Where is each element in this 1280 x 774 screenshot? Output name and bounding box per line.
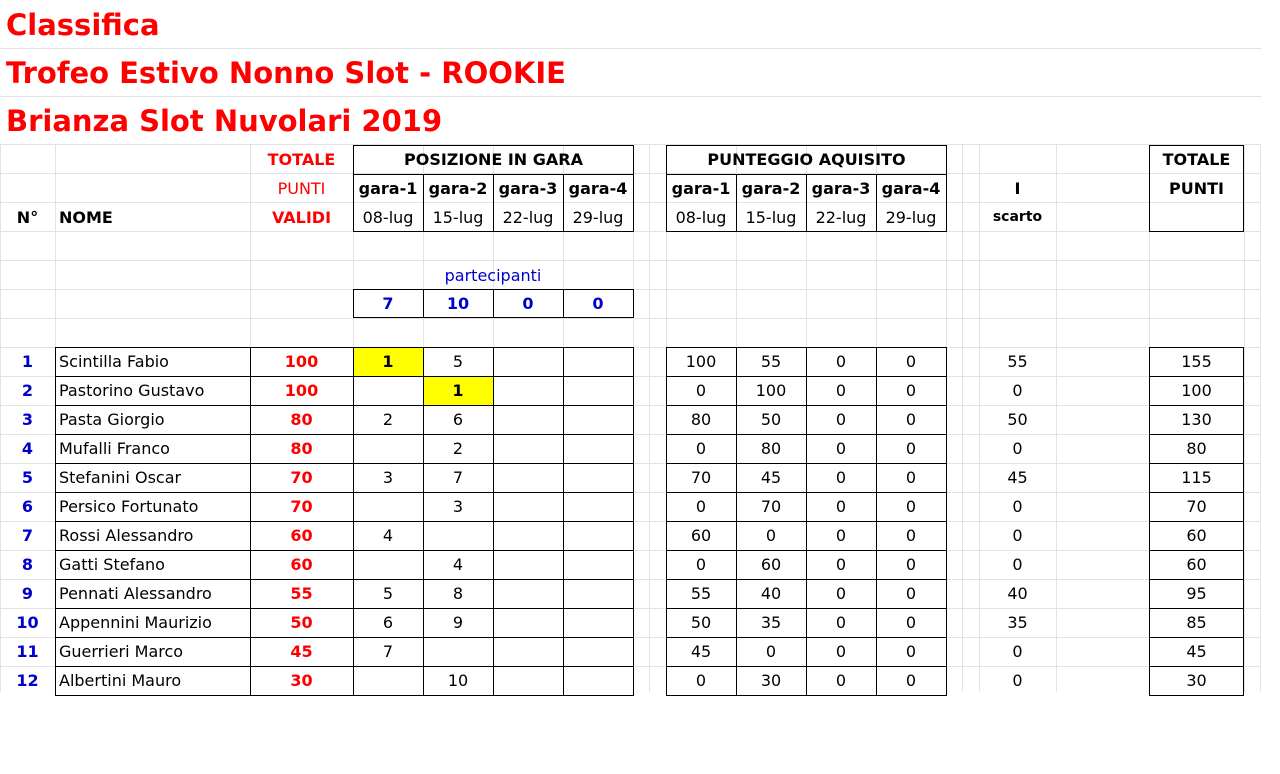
posizione-gara-2: 2 — [452, 439, 464, 458]
posizione-gara-1: 7 — [382, 642, 394, 661]
totale-validi: 50 — [290, 613, 313, 632]
punteggio-gara-1: 55 — [690, 584, 712, 603]
player-name: Scintilla Fabio — [59, 352, 169, 371]
posizione-gara-2 — [423, 637, 493, 666]
punteggio-gara-4: 0 — [905, 468, 917, 487]
punteggio-gara-2: 40 — [760, 584, 782, 603]
pos-gara-3-label: gara-3 — [498, 179, 558, 198]
pun-gara-1-label: gara-1 — [671, 179, 731, 198]
punteggio-gara-4: 0 — [905, 555, 917, 574]
posizione-gara-2: 9 — [452, 613, 464, 632]
pos-date-2: 15-lug — [432, 208, 484, 227]
posizione-gara-2: 4 — [452, 555, 464, 574]
punteggio-gara-3: 0 — [835, 439, 847, 458]
posizione-gara-2: 10 — [447, 671, 469, 690]
punteggio-gara-3: 0 — [835, 584, 847, 603]
grid-column-line — [1244, 145, 1245, 692]
posizione-gara-3 — [493, 376, 563, 405]
punteggio-gara-3: 0 — [835, 613, 847, 632]
scarto-value: 0 — [1012, 497, 1023, 516]
posizione-gara-3 — [493, 405, 563, 434]
punteggio-gara-3: 0 — [835, 352, 847, 371]
grid-column-line — [649, 145, 650, 692]
scarto-value: 0 — [1012, 381, 1023, 400]
posizione-gara-1: 3 — [382, 468, 394, 487]
row-number: 11 — [16, 642, 39, 661]
totale-punti: 115 — [1181, 468, 1212, 487]
punteggio-gara-1: 0 — [695, 671, 707, 690]
posizione-gara-1 — [353, 492, 423, 521]
totale-validi: 80 — [290, 410, 313, 429]
punteggio-gara-1: 0 — [695, 497, 707, 516]
row-number: 7 — [21, 526, 34, 545]
partecipanti-value-1: 7 — [382, 294, 394, 313]
punteggio-gara-1: 45 — [690, 642, 712, 661]
totale-validi: 60 — [290, 555, 313, 574]
punteggio-gara-2: 0 — [765, 526, 777, 545]
posizione-gara-2: 6 — [452, 410, 464, 429]
totale-validi: 55 — [290, 584, 313, 603]
grid-column-line — [962, 145, 963, 692]
scarto-value: 0 — [1012, 555, 1023, 574]
header-totale-validi-2: PUNTI — [277, 179, 326, 198]
punteggio-gara-4: 0 — [905, 410, 917, 429]
posizione-gara-3 — [493, 521, 563, 550]
posizione-gara-3 — [493, 637, 563, 666]
totale-validi: 100 — [284, 352, 319, 371]
pun-gara-3-label: gara-3 — [811, 179, 871, 198]
scarto-value: 35 — [1007, 613, 1028, 632]
scarto-value: 55 — [1007, 352, 1028, 371]
punteggio-gara-3: 0 — [835, 381, 847, 400]
header-scarto-1: I — [1014, 179, 1021, 198]
grid-row-line — [0, 260, 1261, 261]
pun-date-3: 22-lug — [815, 208, 867, 227]
header-posizione-in-gara: POSIZIONE IN GARA — [404, 150, 583, 169]
posizione-gara-3 — [493, 492, 563, 521]
totale-validi: 80 — [290, 439, 313, 458]
posizione-gara-1 — [353, 666, 423, 695]
player-name: Pennati Alessandro — [59, 584, 212, 603]
pun-date-2: 15-lug — [745, 208, 797, 227]
punteggio-gara-3: 0 — [835, 468, 847, 487]
partecipanti-value-4: 0 — [592, 294, 604, 313]
header-name: NOME — [59, 208, 113, 227]
posizione-gara-1: 2 — [382, 410, 394, 429]
posizione-gara-3 — [493, 608, 563, 637]
posizione-gara-3 — [493, 463, 563, 492]
punteggio-gara-4: 0 — [905, 642, 917, 661]
pos-gara-2-label: gara-2 — [428, 179, 488, 198]
posizione-gara-3 — [493, 666, 563, 695]
partecipanti-value-3: 0 — [522, 294, 534, 313]
row-number: 6 — [21, 497, 34, 516]
player-name: Stefanini Oscar — [59, 468, 182, 487]
pun-date-1: 08-lug — [675, 208, 727, 227]
totale-validi: 45 — [290, 642, 313, 661]
totale-validi: 70 — [290, 497, 313, 516]
posizione-gara-2 — [423, 521, 493, 550]
punteggio-gara-3: 0 — [835, 671, 847, 690]
row-number: 3 — [21, 410, 34, 429]
punteggio-gara-4: 0 — [905, 497, 917, 516]
grid-row-line — [0, 318, 1261, 319]
posizione-gara-1 — [353, 434, 423, 463]
player-name: Appennini Maurizio — [59, 613, 212, 632]
totale-punti: 155 — [1181, 352, 1212, 371]
punteggio-gara-2: 30 — [760, 671, 782, 690]
scarto-value: 40 — [1007, 584, 1028, 603]
row-number: 4 — [21, 439, 34, 458]
pos-gara-1-label: gara-1 — [358, 179, 418, 198]
pun-date-4: 29-lug — [885, 208, 937, 227]
punteggio-gara-3: 0 — [835, 555, 847, 574]
punteggio-gara-2: 50 — [760, 410, 782, 429]
punteggio-gara-4: 0 — [905, 526, 917, 545]
header-totale: TOTALE — [1162, 150, 1231, 169]
header-totale-validi-1: TOTALE — [267, 150, 336, 169]
punteggio-gara-2: 55 — [760, 352, 782, 371]
header-punti: PUNTI — [1169, 179, 1224, 198]
row-number: 10 — [16, 613, 39, 632]
trophy-title: Trofeo Estivo Nonno Slot - ROOKIE — [6, 56, 566, 90]
player-name: Gatti Stefano — [59, 555, 165, 574]
totale-punti: 60 — [1186, 555, 1207, 574]
scarto-value: 45 — [1007, 468, 1028, 487]
punteggio-gara-1: 0 — [695, 439, 707, 458]
punteggio-gara-3: 0 — [835, 526, 847, 545]
posizione-gara-1: 4 — [382, 526, 394, 545]
pun-gara-4-label: gara-4 — [881, 179, 941, 198]
posizione-gara-4 — [563, 666, 633, 695]
player-name: Persico Fortunato — [59, 497, 199, 516]
posizione-gara-1 — [353, 550, 423, 579]
punteggio-gara-4: 0 — [905, 584, 917, 603]
punteggio-gara-2: 35 — [760, 613, 782, 632]
posizione-gara-1 — [353, 376, 423, 405]
punteggio-gara-3: 0 — [835, 497, 847, 516]
row-number: 9 — [21, 584, 34, 603]
punteggio-gara-2: 60 — [760, 555, 782, 574]
totale-validi: 60 — [290, 526, 313, 545]
posizione-gara-2: 5 — [452, 352, 464, 371]
punteggio-gara-4: 0 — [905, 381, 917, 400]
row-number: 12 — [16, 671, 39, 690]
player-name: Pasta Giorgio — [59, 410, 165, 429]
posizione-gara-2: 7 — [452, 468, 464, 487]
punteggio-gara-1: 60 — [690, 526, 712, 545]
totale-validi: 30 — [290, 671, 313, 690]
partecipanti-label: partecipanti — [444, 266, 542, 285]
posizione-gara-4 — [563, 579, 633, 608]
punteggio-gara-4: 0 — [905, 352, 917, 371]
punteggio-gara-1: 0 — [695, 555, 707, 574]
punteggio-gara-1: 70 — [690, 468, 712, 487]
scarto-value: 0 — [1012, 526, 1023, 545]
totale-punti: 45 — [1186, 642, 1207, 661]
punteggio-gara-1: 80 — [690, 410, 712, 429]
row-number: 2 — [21, 381, 34, 400]
totale-punti: 60 — [1186, 526, 1207, 545]
grid-column-line — [1260, 145, 1261, 692]
player-name: Guerrieri Marco — [59, 642, 184, 661]
totale-punti: 85 — [1186, 613, 1207, 632]
pos-date-4: 29-lug — [572, 208, 624, 227]
punteggio-gara-4: 0 — [905, 671, 917, 690]
posizione-gara-1: 5 — [382, 584, 394, 603]
posizione-gara-4 — [563, 492, 633, 521]
posizione-gara-4 — [563, 608, 633, 637]
punteggio-gara-3: 0 — [835, 642, 847, 661]
scarto-value: 0 — [1012, 671, 1023, 690]
posizione-gara-1: 6 — [382, 613, 394, 632]
pos-gara-4-label: gara-4 — [568, 179, 628, 198]
punteggio-gara-2: 70 — [760, 497, 782, 516]
totale-punti: 100 — [1181, 381, 1212, 400]
posizione-gara-2: 3 — [452, 497, 464, 516]
totale-punti: 95 — [1186, 584, 1207, 603]
posizione-gara-4 — [563, 376, 633, 405]
grid-column-line — [1056, 145, 1057, 692]
posizione-gara-4 — [563, 347, 633, 376]
pos-date-1: 08-lug — [362, 208, 414, 227]
punteggio-gara-3: 0 — [835, 410, 847, 429]
posizione-gara-3 — [493, 550, 563, 579]
player-name: Mufalli Franco — [59, 439, 170, 458]
punteggio-gara-1: 100 — [685, 352, 717, 371]
player-name: Albertini Mauro — [59, 671, 182, 690]
punteggio-gara-2: 0 — [765, 642, 777, 661]
event-title: Brianza Slot Nuvolari 2019 — [6, 104, 443, 138]
posizione-gara-3 — [493, 347, 563, 376]
totale-punti: 70 — [1186, 497, 1207, 516]
punteggio-gara-2: 100 — [755, 381, 787, 400]
posizione-gara-4 — [563, 521, 633, 550]
totale-validi: 100 — [284, 381, 319, 400]
pun-gara-2-label: gara-2 — [741, 179, 801, 198]
row-number: 8 — [21, 555, 34, 574]
punteggio-gara-2: 80 — [760, 439, 782, 458]
scarto-value: 0 — [1012, 642, 1023, 661]
header-number: N° — [16, 208, 39, 227]
partecipanti-value-2: 10 — [446, 294, 470, 313]
punteggio-gara-1: 50 — [690, 613, 712, 632]
posizione-gara-3 — [493, 434, 563, 463]
posizione-gara-4 — [563, 434, 633, 463]
row-number: 1 — [21, 352, 34, 371]
posizione-gara-4 — [563, 463, 633, 492]
punteggio-gara-2: 45 — [760, 468, 782, 487]
scarto-value: 50 — [1007, 410, 1028, 429]
player-name: Pastorino Gustavo — [59, 381, 205, 400]
row-number: 5 — [21, 468, 34, 487]
header-punteggio-aquisito: PUNTEGGIO AQUISITO — [707, 150, 906, 169]
posizione-gara-4 — [563, 550, 633, 579]
posizione-gara-2: 8 — [452, 584, 464, 603]
posizione-gara-3 — [493, 579, 563, 608]
totale-punti: 80 — [1186, 439, 1207, 458]
totale-validi: 70 — [290, 468, 313, 487]
punteggio-gara-4: 0 — [905, 439, 917, 458]
posizione-gara-4 — [563, 637, 633, 666]
posizione-gara-4 — [563, 405, 633, 434]
punteggio-gara-4: 0 — [905, 613, 917, 632]
totale-punti: 30 — [1186, 671, 1207, 690]
totale-punti: 130 — [1181, 410, 1212, 429]
pos-date-3: 22-lug — [502, 208, 554, 227]
player-name: Rossi Alessandro — [59, 526, 194, 545]
header-totale-validi-3: VALIDI — [271, 208, 332, 227]
scarto-value: 0 — [1012, 439, 1023, 458]
header-scarto-2: scarto — [992, 209, 1043, 225]
punteggio-gara-1: 0 — [695, 381, 707, 400]
posizione-gara-2: 1 — [452, 381, 464, 400]
sheet-title: Classifica — [6, 8, 160, 42]
posizione-gara-1: 1 — [382, 352, 394, 371]
